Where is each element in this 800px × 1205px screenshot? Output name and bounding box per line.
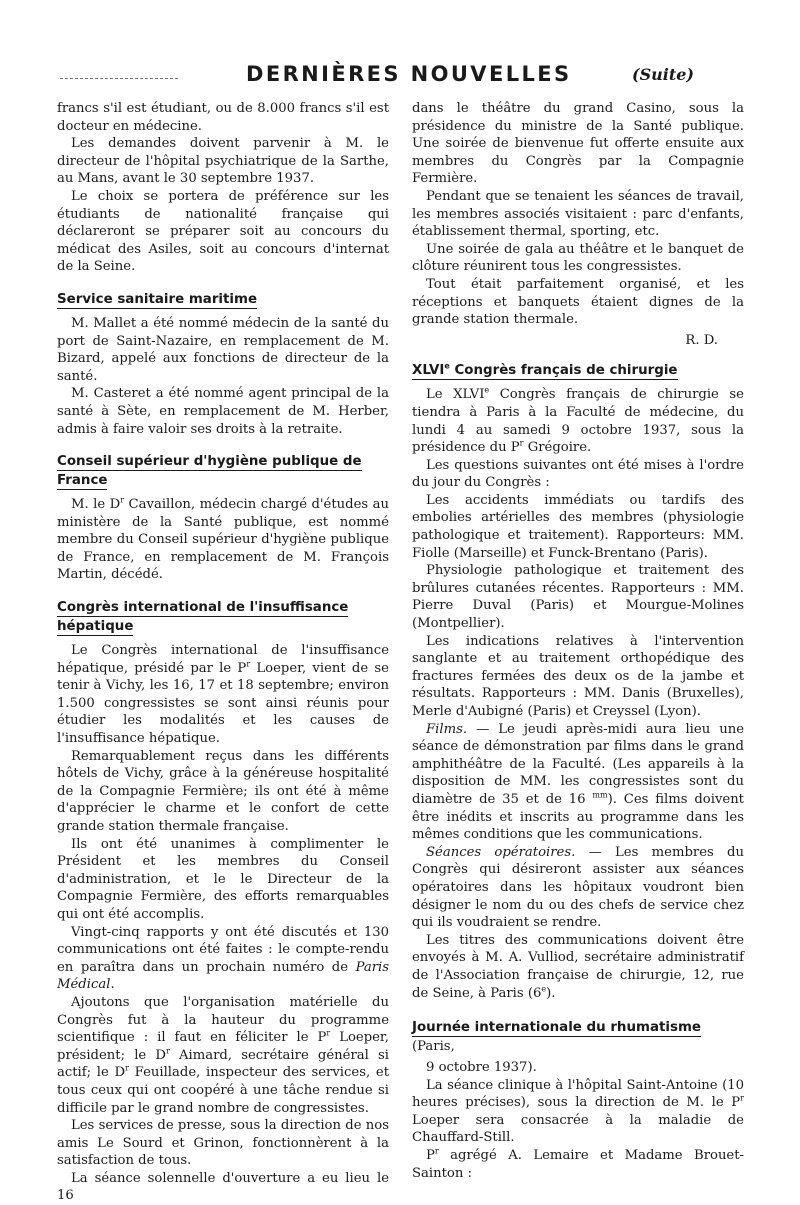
article-paragraph: La séance solennelle d'ouverture a eu lieu le 16 (57, 1170, 389, 1204)
section-title: Congrès international de l'insuffisance hépatique (57, 600, 349, 635)
section-title: XLVIe Congrès français de chirurgie (412, 361, 678, 379)
page-header (60, 62, 750, 92)
article-paragraph: M. Mallet a été nommé médecin de la santé du port de Saint-Nazaire, en remplacement de M. Bizard, appelé aux fonctions de directeur de la santé. (57, 315, 389, 384)
article-paragraph: Films. — Le jeudi après-midi aura lieu une séance de démonstration par films dans le grand amphithéâtre de la Faculté. (Les appareils à la disposition de MM. les congressistes sont du diamètre de 35 et de 16 $^{mm}$). Ces films doivent être inédits et inscrits au programme dans les mêmes conditions que les communications. (412, 721, 744, 843)
article-paragraph: Tout était parfaitement organisé, et les réceptions et banquets étaient dignes de la grande station thermale. (412, 276, 744, 328)
section-heading-rhumatisme (412, 1018, 744, 1056)
section-title-suffix: (Paris, (412, 1039, 455, 1055)
article-paragraph: Les questions suivantes ont été mises à l'ordre du jour du Congrès : (412, 457, 744, 491)
article-paragraph: M. le $D^r$ Cavaillon, médecin chargé d'études au ministère de la Santé publique, est nommé membre du Conseil supérieur d'hygiène publique de France, en remplacement de M. François Martin, décédé. (57, 495, 389, 583)
article-paragraph: $P^r$ agrégé A. Lemaire et Madame Brouet-Sainton : (412, 1146, 744, 1181)
article-paragraph: Les accidents immédiats ou tardifs des embolies artérielles des membres (physiologie pathologique et traitement). Rapporteurs: MM. Fiolle (Marseille) et Funck-Brentano (Paris). (412, 492, 744, 561)
section-date: 9 octobre 1937). (426, 1060, 537, 1076)
intro-paragraph: Les demandes doivent parvenir à M. le directeur de l'hôpital psychiatrique de la Sarthe, au Mans, avant le 30 septembre 1937. (57, 136, 389, 187)
article-paragraph: Séances opératoires. — Les membres du Congrès qui désireront assister aux séances opératoires dans les hôpitaux voudront bien désigner le nom du ou des chefs de service chez qui ils voudraient se rendre. (412, 844, 744, 931)
page-title-suite: (Suite) (632, 65, 694, 84)
article-paragraph: Les services de presse, sous la direction de nos amis Le Sourd et Grinon, fonctionnèrent à la satisfaction de tous. (57, 1118, 389, 1169)
section-heading-congres-chirurgie (412, 361, 744, 380)
article-paragraph: Remarquablement reçus dans les différents hôtels de Vichy, grâce à la généreuse hospitalité de la Compagnie Fermière; ils ont été à même d'apprécier le charme et le confort de cette grande station thermale française. (57, 748, 389, 834)
article-paragraph: Physiologie pathologique et traitement des brûlures cutanées récentes. Rapporteurs : MM. Pierre Duval (Paris) et Mourgue-Molines (Montpellier). (412, 563, 744, 632)
article-paragraph: Ils ont été unanimes à complimenter le Président et les membres du Conseil d'administration, et le le Directeur de la Compagnie Fermière, des efforts remarquables qui ont été accomplis. (57, 836, 389, 922)
article-paragraph: Vingt-cinq rapports y ont été discutés et 130 communications ont été faites : le compte-rendu en paraîtra dans un prochain numéro de Paris Médical. (57, 924, 389, 993)
article-paragraph: Le XLVIe Congrès français de chirurgie se tiendra à Paris à la Faculté de médecine, du lundi 4 au samedi 9 octobre 1937, sous la présidence du $P^r$ Grégoire. (412, 385, 744, 456)
section-heading-conseil-superieur (57, 452, 389, 490)
article-paragraph: Une soirée de gala au théâtre et le banquet de clôture réunirent tous les congressistes. (412, 241, 744, 275)
header-rule (60, 78, 178, 79)
section-title: Journée internationale du rhumatisme (412, 1020, 701, 1036)
article-paragraph: Le Congrès international de l'insuffisance hépatique, présidé par le $P^r$ Loeper, vient de se tenir à Vichy, les 16, 17 et 18 septembre; environ 1.500 congressistes se sont ainsi réunis pour étudier les modalités et les causes de l'insuffisance hépatique. (57, 643, 389, 747)
page-title: DERNIÈRES NOUVELLES (246, 62, 572, 86)
section-heading-congres-hepatique (57, 598, 389, 636)
article-paragraph: Pendant que se tenaient les séances de travail, les membres associés visitaient : parc d'enfants, établissement thermal, sporting, etc. (412, 188, 744, 240)
article-paragraph: Les titres des communications doivent être envoyés à M. A. Vulliod, secrétaire administratif de l'Association française de chirurgie, 12, rue de Seine, à Paris (6e). (412, 932, 744, 1001)
article-paragraph: Ajoutons que l'organisation matérielle du Congrès fut à la hauteur du programme scientifique : il faut en féliciter le $P^r$ Loeper, président; le $D^r$ Aimard, secrétaire général si actif; le $D^r$ Feuillade, inspecteur des services, et tous ceux qui ont coopéré à une tâche rendue si difficile par le grand nombre de congressistes. (57, 994, 390, 1116)
article-paragraph: dans le théâtre du grand Casino, sous la présidence du ministre de la Santé publique. Une soirée de bienvenue fut offerte ensuite aux membres du Congrès par la Compagnie Fermière. (412, 101, 744, 187)
article-signature: R. D. (685, 332, 718, 348)
section-heading-service-sanitaire (57, 290, 389, 309)
section-title: Conseil supérieur d'hygiène publique de France (57, 454, 362, 489)
intro-paragraph: francs s'il est étudiant, ou de 8.000 francs s'il est docteur en médecine. (57, 101, 389, 134)
right-column (412, 100, 744, 1182)
article-paragraph: La séance clinique à l'hôpital Saint-Antoine (10 heures précises), sous la direction de M. le $P^r$ Loeper sera consacrée à la maladie de Chauffard-Still. (412, 1077, 744, 1146)
article-paragraph: Les indications relatives à l'intervention sanglante et au traitement orthopédique des fractures fermées des deux os de la jambe et résultats. Rapporteurs : MM. Danis (Bruxelles), Merle d'Aubigné (Paris) et Creyssel (Lyon). (412, 633, 744, 719)
left-column (57, 100, 389, 1205)
intro-paragraph: Le choix se portera de préférence sur les étudiants de nationalité française qui déclareront se préparer soit au concours du médicat des Asiles, soit au concours d'internat de la Seine. (57, 188, 389, 275)
section-title: Service sanitaire maritime (57, 291, 258, 307)
article-paragraph: M. Casteret a été nommé agent principal de la santé à Sète, en remplacement de M. Herber, admis à faire valoir ses droits à la retraite. (57, 386, 389, 437)
